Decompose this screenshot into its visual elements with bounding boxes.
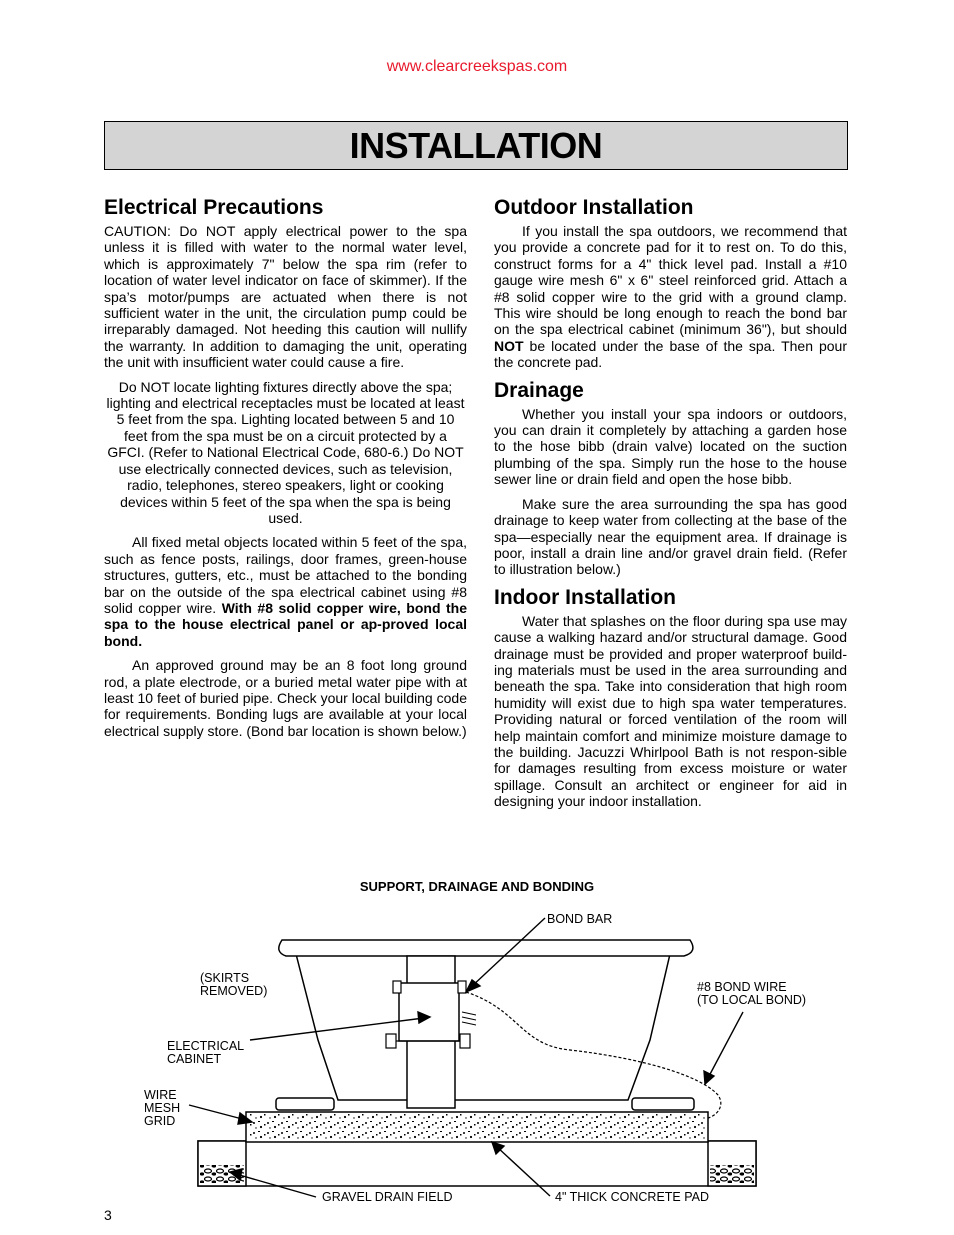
bonding-text: All fixed metal objects located within 5 feet of the spa, such as fence posts, railings, door frames, green-house structures, gutters, etc., must be attached to the bonding bar on the outside of the spa electrical cabinet using #8 solid copper wire.	[104, 534, 467, 616]
ground-paragraph: An approved ground may be an 8 foot long ground rod, a plate electrode, or a buried metal water pipe with at least 10 feet of buried pipe. Check your local building code for requirements. Bonding lugs are available at your local electrical supply store. (Bond bar location is shown below.)	[104, 657, 467, 739]
label-concrete-pad: 4" THICK CONCRETE PAD	[555, 1190, 709, 1204]
mesh-leader	[189, 1105, 246, 1120]
website-url[interactable]: www.clearcreekspas.com	[386, 58, 568, 75]
electrical-cabinet-box	[399, 983, 459, 1041]
spa-foot-right	[632, 1098, 694, 1110]
indoor-installation-heading: Indoor Installation	[494, 585, 676, 609]
label-electrical-cabinet: ELECTRICAL CABINET	[167, 1039, 245, 1066]
figure-title: SUPPORT, DRAINAGE AND BONDING	[359, 879, 595, 894]
caution-paragraph: CAUTION: Do NOT apply electrical power to the spa unless it is filled with water to the normal water level, which is approximately 7" below the spa rim (refer to location of water level indicator on face of skimmer). If the spa’s motor/pumps are actuated when there is not sufficient water in the unit, the circulation pump could be irreparably damaged. Not heeding this caution will nullify the warranty. In addition to damaging the unit, operating the unit with insufficient water could cause a fire.	[104, 223, 467, 371]
label-gravel-drain-field: GRAVEL DRAIN FIELD	[322, 1190, 453, 1204]
label-wire-mesh-grid: WIRE MESH GRID	[144, 1088, 181, 1128]
drainage-paragraph-1: Whether you install your spa indoors or outdoors, you can drain it completely by attaching a garden hose to the hose bibb (drain valve) located on the suction plumbing of the spa. Simply run the hose to the house sewer line or drain field and open the hose bibb.	[494, 405, 847, 488]
label-bond-wire: #8 BOND WIRE (TO LOCAL BOND)	[697, 980, 807, 1007]
outdoor-text-end: be located under the base of the spa. Then pour the concrete pad.	[494, 337, 847, 371]
concrete-texture	[248, 1114, 706, 1140]
bond-wire-arrow	[704, 1071, 714, 1084]
indoor-paragraph: Water that splashes on the floor during spa use may cause a walking hazard and/or structural damage. Good drainage must be provided and proper waterproof build-ing materials must be used in the area surrounding and beneath the spa. Take into consideration that high room humidity will exist due to high spa water temperatures. Providing natural or forced ventilation of the room will help maintain comfort and minimize moisture damage to the building. Jacuzzi Whirlpool Bath is not respon-sible for damages resulting from excess moisture or water spillage. Consult an architect or engineer for aid in designing your indoor installation.	[494, 612, 847, 810]
bonding-bold-text: With #8 solid copper wire, bond the spa to the house electrical panel or ap-proved local bond.	[104, 599, 468, 649]
drainage-paragraph-2: Make sure the area surrounding the spa has good drainage to keep water from collecting at the base of the spa—especially near the equipment area. If drainage is poor, install a drain line and/or gravel drain field. (Refer to illustration below.)	[494, 495, 847, 578]
spa-rim	[279, 940, 693, 956]
spa-foot-left	[276, 1098, 334, 1110]
outdoor-not-text: NOT	[494, 337, 524, 354]
gravel-right	[710, 1165, 754, 1183]
label-bond-bar: BOND BAR	[547, 912, 613, 926]
outdoor-text: If you install the spa outdoors, we recommend that you provide a concrete pad for it to rest on. To do this, construct forms for a 4" thick level pad. Install a #10 gauge wire mesh 6" x 6" steel reinforced grid. Attach a #8 solid copper wire to the grid with a ground clamp. This wire should be long enough to reach the bond bar on the spa electrical cabinet (minimum 36"), but should	[494, 223, 847, 338]
lighting-paragraph: Do NOT locate lighting fixtures directly above the spa; lighting and electrical receptacles must be located at least 5 feet from the spa. Lighting located between 5 and 10 feet from the spa must be on a circuit protected by a GFCI. (Refer to National Electrical Code, 680-6.) Do NOT use electrically connected devices, such as television, radio, telephones, stereo speakers, light or cooking devices within 5 feet of the spa when the spa is being used.	[106, 378, 465, 526]
ground-outline	[198, 1141, 756, 1186]
bond-wire-leader	[708, 1012, 743, 1078]
electrical-precautions-heading: Electrical Precautions	[104, 196, 324, 219]
outdoor-installation-heading: Outdoor Installation	[494, 196, 694, 219]
label-skirts-removed: (SKIRTS REMOVED)	[200, 971, 268, 998]
page-title: INSTALLATION	[349, 124, 603, 166]
drainage-heading: Drainage	[494, 378, 584, 402]
page-number: 3	[104, 1207, 112, 1223]
